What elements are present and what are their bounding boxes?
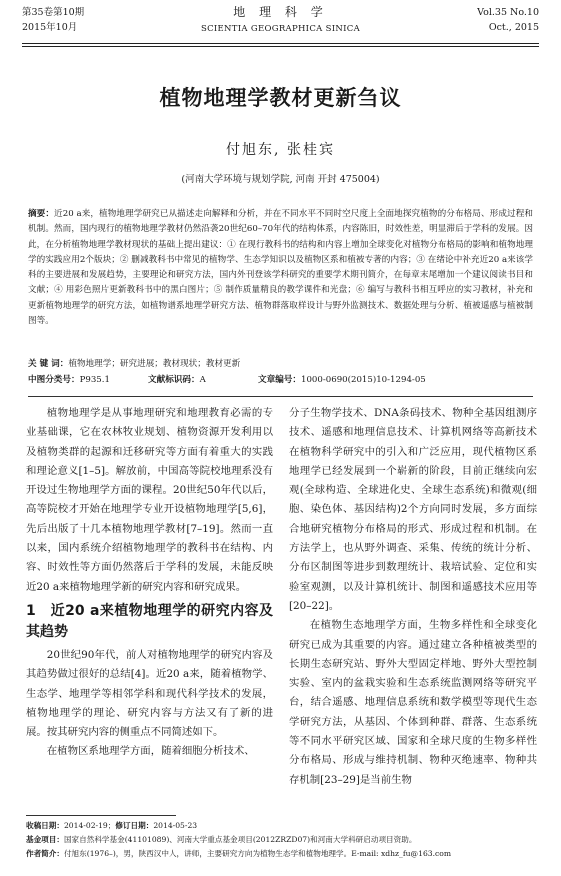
paragraph: 在植物区系地理学方面，随着细胞分析技术、 (46, 745, 255, 758)
clc-label: 中图分类号： (28, 375, 80, 385)
body-column-left (26, 404, 273, 762)
revised-label: 修订日期： (115, 821, 154, 830)
body-column-right (289, 404, 537, 790)
header-rule-thin (22, 46, 539, 47)
fund-text: 国家自然科学基金(41101089)、河南大学重点基金项目(2012ZRZD07)和河南大学科研启动项目资助。 (63, 835, 417, 844)
paragraph: 植物地理学是从事地理研究和地理教育必需的专业基础课，它在农林牧业规划、植物资源开发利用以及植物类群的起源和迁移研究等方面有着重大的实践和理论意义[1–5]。解放前，中国高等院校地理系没有开设过生物地理学方面的课程。20世纪50年代以后，高等院校才开始在地理学专业开设植物地理学[5,6]，先后出版了十几本植物地理学教材[7–19]。然而一直以来，国内系统介绍植物地理学的教科书在结构、内容、时效性等方面仍然落后于学科的发展，未能反映近20 a来植物地理学新的研究内容和研究成果。 (26, 407, 273, 593)
issue-date: 2015年10月 (22, 22, 78, 33)
revised-date: 2014-05-23 (153, 821, 198, 830)
abstract-label: 摘要： (28, 209, 55, 219)
issue-date-en: Oct., 2015 (488, 22, 539, 33)
doc-code-label: 文献标识码： (148, 375, 200, 385)
article-title: 植物地理学教材更新刍议 (159, 86, 402, 110)
author-bio: 付旭东(1976–)，男，陕西汉中人，讲师，主要研究方向为植物生态学和植物地理学。E-mail: xdhz_fu@163.com (63, 849, 452, 858)
journal-name-en: SCIENTIA GEOGRAPHICA SINICA (200, 24, 361, 34)
clc-number: P935.1 (79, 375, 110, 385)
paragraph: 在植物生态地理学方面，生物多样性和全球变化研究已成为其重要的内容。通过建立各种植被类型的长期生态研究站、野外大型固定样地、野外大型控制实验、室内的盆栽实验和生态系统监测网络等研究平台，结合遥感、地理信息系统和数学模型等现代生态学研究方法，从基因、个体到种群、群落、生态系统等不同水平研究区域、国家和全球尺度的生物多样性分布格局、形成与维持机制、物种灭绝速率、物种共存机制[23–29]是当前生物 (289, 619, 537, 786)
volume-issue: 第35卷第10期 (22, 7, 85, 18)
article-authors: 付旭东, 张桂宾 (226, 142, 335, 158)
abstract-divider (28, 396, 533, 397)
footnote-author (26, 848, 541, 860)
keywords-text: 植物地理学；研究进展；教材现状；教材更新 (68, 359, 241, 369)
article-number: 1000-0690(2015)10-1294-05 (300, 375, 426, 385)
journal-header (22, 6, 539, 44)
paragraph: 分子生物学技术、DNA条码技术、物种全基因组测序技术、遥感和地理信息技术、计算机网络等高新技术在植物科学研究中的引入和广泛应用，现代植物区系地理学已经发展到一个崭新的阶段，目前正继续向宏观(全球构造、全球进化史、全球生态系统)和微观(细胞、染色体、基因结构)2个方向同时发展，多方面综合地研究植物分布格局的形式、形成过程和机制。在方法学上，也从野外调查、采集、传统的统计分析、分布区制图等进步到数理统计、栽培试验、定位和实验室观测，以及计算机统计、制图和遥感技术应用等[20–22]。 (289, 407, 537, 612)
footnote-rule (26, 815, 176, 816)
classification-line (28, 373, 533, 387)
received-date: 2014-02-19 (63, 821, 108, 830)
received-label: 收稿日期： (26, 821, 64, 830)
header-rule (22, 43, 539, 44)
keywords-label: 关 键 词： (28, 359, 69, 369)
keywords (28, 357, 533, 371)
abstract (28, 207, 533, 329)
author-affiliation: (河南大学环境与规划学院, 河南 开封 475004) (181, 174, 380, 185)
footnote-fund (26, 834, 541, 846)
footnote-dates: 收稿日期：2014-02-19；修订日期：2014-05-23 (26, 821, 198, 830)
doc-code: A (199, 375, 206, 385)
journal-name-cn: 地 理 科 学 (233, 5, 328, 19)
author-bio-label: 作者简介： (26, 849, 64, 858)
abstract-text: 近20 a来，植物地理学研究已从描述走向解释和分析，并在不同水平不同时空尺度上全面地探究植物的分布格局、形成过程和机制。然而，国内现行的植物地理学教材仍然沿袭20世纪60–70年代的结构体系，内容陈旧，时效性差，明显滞后于学科的发展。因此，在分析植物地理学教材现状的基础上提出建议：① 在现行教科书的结构和内容上增加全球变化对植物分布格局的影响和植物地理学的实践应用2个版块；② 删减教科书中常见的植物学、生态学知识以及植物区系和植被专著的内容；③ 在绪论中补充近20 a来该学科的主要进展和发展趋势，主要理论和研究方法，国内外刊登该学科研究的重要学术期刊简介，在每章末尾增加一个建议阅读书目和文献；④ 用彩色照片更新教科书中的黑白图片；⑤ 制作质量精良的教学课件和光盘；⑥ 编写与教科书相互呼应的实习教材，补充和更新植物地理学的研究方法，如植物谱系地理学研究方法、植物群落取样设计与野外监测技术、数据处理与分析、植被遥感与植被制图等。 (28, 209, 533, 327)
fund-label: 基金项目： (26, 835, 64, 844)
article-number-label: 文章编号： (258, 375, 301, 385)
paragraph: 20世纪90年代，前人对植物地理学的研究内容及其趋势做过很好的总结[4]。近20 a来，随着植物学、生态学、地理学等相邻学科和现代科学技术的发展，植物地理学的理论、研究内容与方法又有了新的进展。按其研究内容的侧重点不同简述如下。 (26, 648, 273, 739)
section-heading: 1 近20 a来植物地理学的研究内容及其趋势 (26, 602, 273, 640)
volume-issue-en: Vol.35 No.10 (477, 7, 539, 18)
